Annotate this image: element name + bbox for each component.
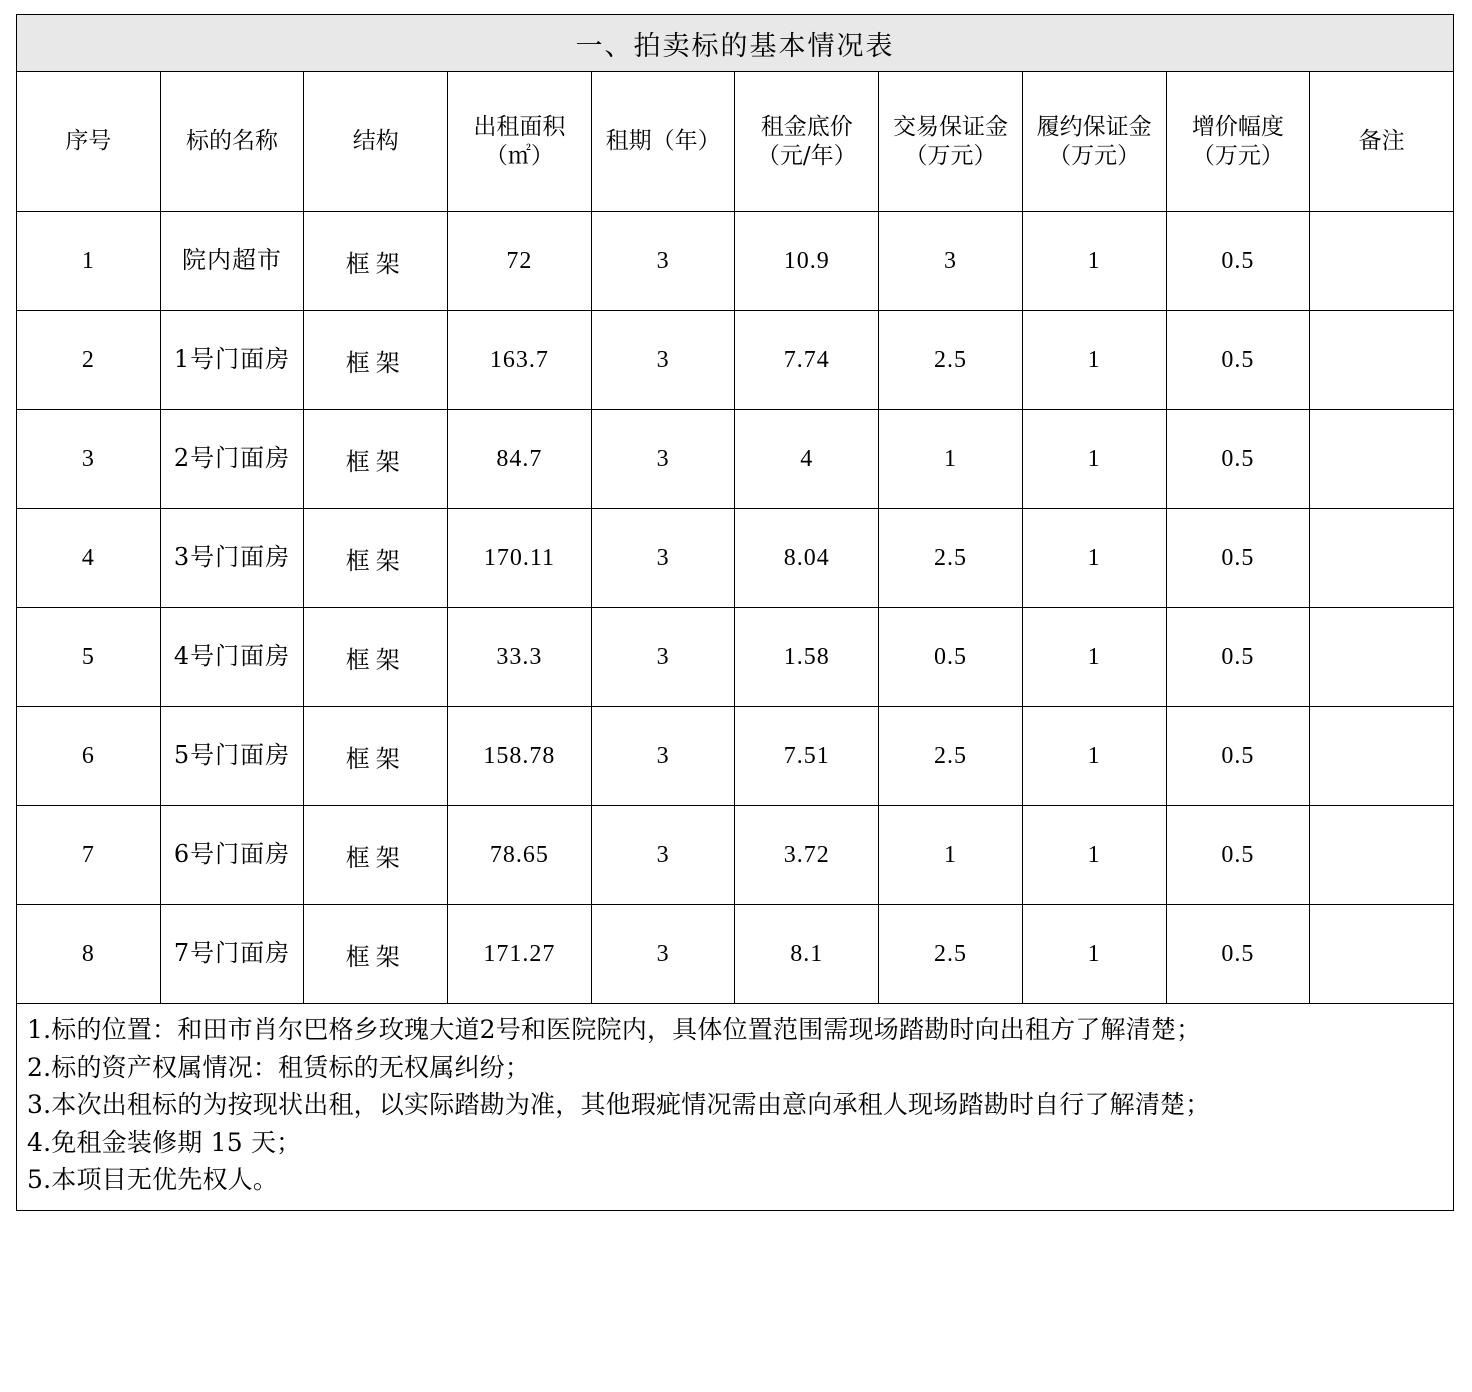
cell-structure: 框架 — [304, 707, 448, 806]
cell-no: 4 — [17, 509, 161, 608]
cell-performance-deposit: 1 — [1022, 509, 1166, 608]
cell-remark — [1310, 806, 1454, 905]
cell-name: 院内超市 — [160, 212, 304, 311]
cell-structure: 框架 — [304, 806, 448, 905]
cell-term: 3 — [591, 410, 735, 509]
cell-area: 158.78 — [448, 707, 592, 806]
cell-remark — [1310, 608, 1454, 707]
table-header-row — [17, 72, 1454, 212]
cell-performance-deposit: 1 — [1022, 212, 1166, 311]
cell-term: 3 — [591, 212, 735, 311]
cell-trade-deposit: 1 — [879, 410, 1023, 509]
cell-term: 3 — [591, 608, 735, 707]
cell-base-price: 1.58 — [735, 608, 879, 707]
cell-performance-deposit: 1 — [1022, 806, 1166, 905]
cell-term: 3 — [591, 806, 735, 905]
cell-no: 6 — [17, 707, 161, 806]
cell-area: 33.3 — [448, 608, 592, 707]
cell-name: 5号门面房 — [160, 707, 304, 806]
cell-name: 2号门面房 — [160, 410, 304, 509]
cell-base-price: 4 — [735, 410, 879, 509]
cell-increment: 0.5 — [1166, 311, 1310, 410]
header-base-price: 租金底价（元/年） — [735, 72, 879, 212]
cell-remark — [1310, 410, 1454, 509]
cell-increment: 0.5 — [1166, 806, 1310, 905]
header-increment: 增价幅度（万元） — [1166, 72, 1310, 212]
cell-area: 163.7 — [448, 311, 592, 410]
note-item: 3.本次出租标的为按现状出租，以实际踏勘为准，其他瑕疵情况需由意向承租人现场踏勘时自行了解清楚； — [27, 1090, 1211, 1119]
cell-trade-deposit: 2.5 — [879, 905, 1023, 1004]
cell-name: 4号门面房 — [160, 608, 304, 707]
cell-name: 6号门面房 — [160, 806, 304, 905]
cell-area: 72 — [448, 212, 592, 311]
cell-name: 1号门面房 — [160, 311, 304, 410]
cell-area: 171.27 — [448, 905, 592, 1004]
cell-no: 1 — [17, 212, 161, 311]
cell-structure: 框架 — [304, 509, 448, 608]
note-item: 4.免租金装修期 15 天； — [27, 1127, 302, 1157]
cell-no: 5 — [17, 608, 161, 707]
header-trade-deposit: 交易保证金（万元） — [879, 72, 1023, 212]
cell-performance-deposit: 1 — [1022, 311, 1166, 410]
cell-no: 7 — [17, 806, 161, 905]
table-row — [17, 212, 1454, 311]
header-term: 租期（年） — [591, 72, 735, 212]
cell-no: 8 — [17, 905, 161, 1004]
auction-table — [16, 14, 1454, 1004]
cell-increment: 0.5 — [1166, 509, 1310, 608]
cell-performance-deposit: 1 — [1022, 608, 1166, 707]
cell-name: 3号门面房 — [160, 509, 304, 608]
header-remark: 备注 — [1310, 72, 1454, 212]
cell-area: 84.7 — [448, 410, 592, 509]
cell-increment: 0.5 — [1166, 212, 1310, 311]
cell-structure: 框架 — [304, 410, 448, 509]
cell-structure: 框架 — [304, 311, 448, 410]
note-item: 5.本项目无优先权人。 — [27, 1165, 279, 1194]
cell-performance-deposit: 1 — [1022, 410, 1166, 509]
cell-base-price: 7.74 — [735, 311, 879, 410]
cell-increment: 0.5 — [1166, 707, 1310, 806]
cell-base-price: 8.1 — [735, 905, 879, 1004]
cell-name: 7号门面房 — [160, 905, 304, 1004]
cell-trade-deposit: 0.5 — [879, 608, 1023, 707]
cell-base-price: 3.72 — [735, 806, 879, 905]
cell-area: 170.11 — [448, 509, 592, 608]
cell-area: 78.65 — [448, 806, 592, 905]
cell-performance-deposit: 1 — [1022, 905, 1166, 1004]
cell-structure: 框架 — [304, 608, 448, 707]
cell-base-price: 7.51 — [735, 707, 879, 806]
cell-term: 3 — [591, 509, 735, 608]
cell-trade-deposit: 2.5 — [879, 311, 1023, 410]
table-row — [17, 806, 1454, 905]
table-row — [17, 311, 1454, 410]
cell-remark — [1310, 905, 1454, 1004]
table-title-row — [17, 15, 1454, 72]
cell-base-price: 8.04 — [735, 509, 879, 608]
cell-remark — [1310, 509, 1454, 608]
cell-structure: 框架 — [304, 905, 448, 1004]
header-structure: 结构 — [304, 72, 448, 212]
cell-no: 3 — [17, 410, 161, 509]
cell-remark — [1310, 707, 1454, 806]
cell-trade-deposit: 3 — [879, 212, 1023, 311]
cell-term: 3 — [591, 905, 735, 1004]
table-row — [17, 608, 1454, 707]
cell-remark — [1310, 311, 1454, 410]
table-title: 一、拍卖标的基本情况表 — [17, 15, 1454, 72]
cell-increment: 0.5 — [1166, 410, 1310, 509]
header-area: 出租面积（㎡） — [448, 72, 592, 212]
table-row — [17, 905, 1454, 1004]
header-name: 标的名称 — [160, 72, 304, 212]
cell-trade-deposit: 2.5 — [879, 509, 1023, 608]
table-row — [17, 410, 1454, 509]
cell-term: 3 — [591, 707, 735, 806]
cell-term: 3 — [591, 311, 735, 410]
cell-base-price: 10.9 — [735, 212, 879, 311]
cell-remark — [1310, 212, 1454, 311]
cell-increment: 0.5 — [1166, 905, 1310, 1004]
cell-increment: 0.5 — [1166, 608, 1310, 707]
notes-section — [16, 1004, 1454, 1211]
note-item: 1.标的位置：和田市肖尔巴格乡玫瑰大道2号和医院院内，具体位置范围需现场踏勘时向出租方了解清楚； — [27, 1015, 1202, 1044]
header-performance-deposit: 履约保证金（万元） — [1022, 72, 1166, 212]
cell-trade-deposit: 2.5 — [879, 707, 1023, 806]
cell-structure: 框架 — [304, 212, 448, 311]
header-no: 序号 — [17, 72, 161, 212]
cell-performance-deposit: 1 — [1022, 707, 1166, 806]
note-item: 2.标的资产权属情况：租赁标的无权属纠纷； — [27, 1052, 531, 1082]
cell-no: 2 — [17, 311, 161, 410]
table-row — [17, 707, 1454, 806]
table-row — [17, 509, 1454, 608]
cell-trade-deposit: 1 — [879, 806, 1023, 905]
